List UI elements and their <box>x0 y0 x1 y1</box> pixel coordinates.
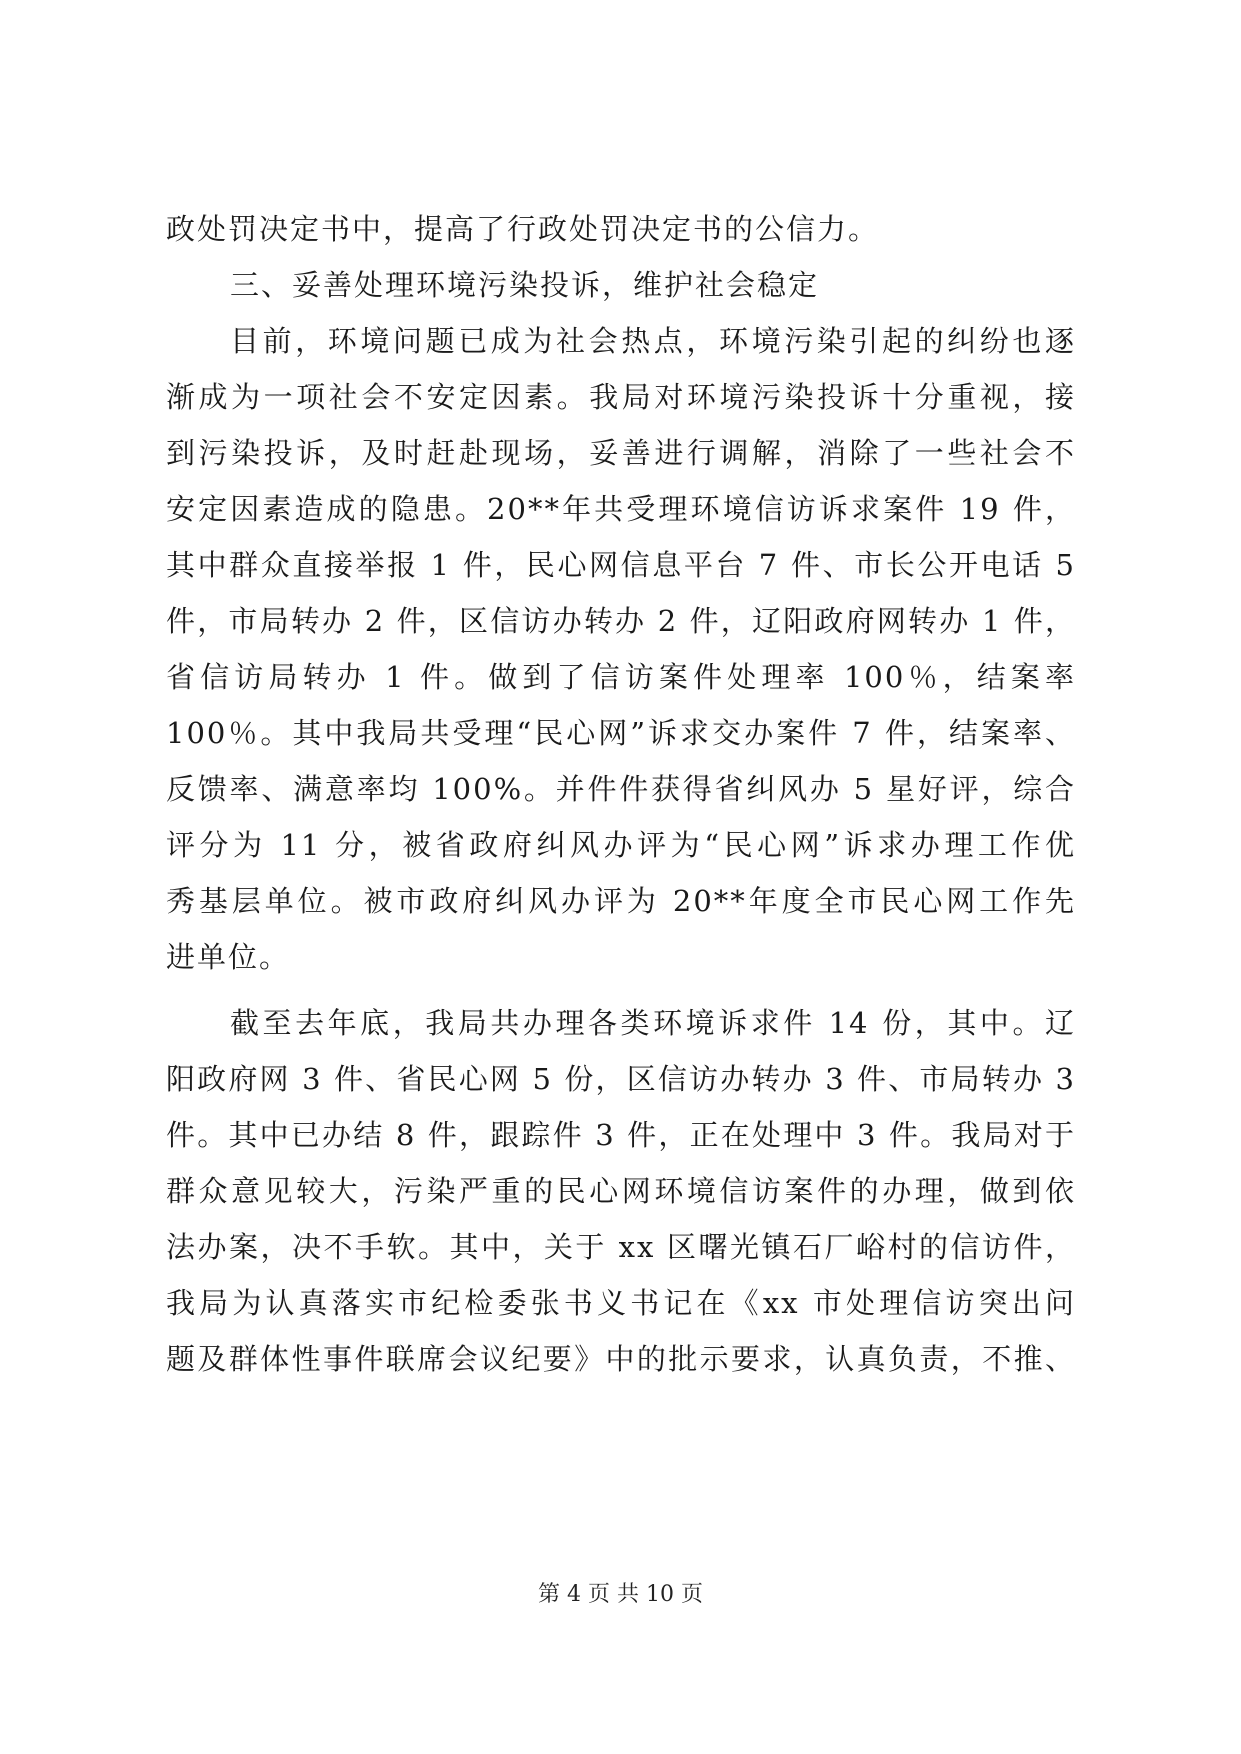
text-line: 进单位。 <box>166 940 291 974</box>
text-line: 其中群众直接举报 1 件，民心网信息平台 7 件、市长公开电话 5 <box>166 548 1076 582</box>
text-line: 法办案，决不手软。其中，关于 xx 区曙光镇石厂峪村的信访件， <box>166 1230 1076 1264</box>
section-heading: 三、妥善处理环境污染投诉，维护社会稳定 <box>230 268 820 302</box>
text-line: 目前，环境问题已成为社会热点，环境污染引起的纠纷也逐 <box>230 324 1076 358</box>
text-line: 政处罚决定书中，提高了行政处罚决定书的公信力。 <box>166 212 880 246</box>
text-line: 件。其中已办结 8 件，跟踪件 3 件，正在处理中 3 件。我局对于 <box>166 1118 1076 1152</box>
text-line: 秀基层单位。被市政府纠风办评为 20**年度全市民心网工作先 <box>166 884 1076 918</box>
text-line: 反馈率、满意率均 100%。并件件获得省纠风办 5 星好评，综合 <box>166 772 1076 806</box>
text-line: 评分为 11 分，被省政府纠风办评为“民心网”诉求办理工作优 <box>166 828 1076 862</box>
text-line: 安定因素造成的隐患。20**年共受理环境信访诉求案件 19 件， <box>166 492 1076 526</box>
text-line: 渐成为一项社会不安定因素。我局对环境污染投诉十分重视，接 <box>166 380 1076 414</box>
text-line: 阳政府网 3 件、省民心网 5 份，区信访办转办 3 件、市局转办 3 <box>166 1062 1076 1096</box>
text-line: 截至去年底，我局共办理各类环境诉求件 14 份，其中。辽 <box>230 1006 1076 1040</box>
page-number-footer: 第 4 页 共 10 页 <box>538 1582 703 1607</box>
text-line: 群众意见较大，污染严重的民心网环境信访案件的办理，做到依 <box>166 1174 1076 1208</box>
text-line: 省信访局转办 1 件。做到了信访案件处理率 100％，结案率 <box>166 660 1076 694</box>
text-line: 题及群体性事件联席会议纪要》中的批示要求，认真负责，不推、 <box>166 1342 1076 1376</box>
text-line: 100％。其中我局共受理“民心网”诉求交办案件 7 件，结案率、 <box>166 716 1076 750</box>
text-line: 到污染投诉，及时赶赴现场，妥善进行调解，消除了一些社会不 <box>166 436 1076 470</box>
text-line: 件，市局转办 2 件，区信访办转办 2 件，辽阳政府网转办 1 件， <box>166 604 1076 638</box>
text-line: 我局为认真落实市纪检委张书义书记在《xx 市处理信访突出问 <box>166 1286 1076 1320</box>
